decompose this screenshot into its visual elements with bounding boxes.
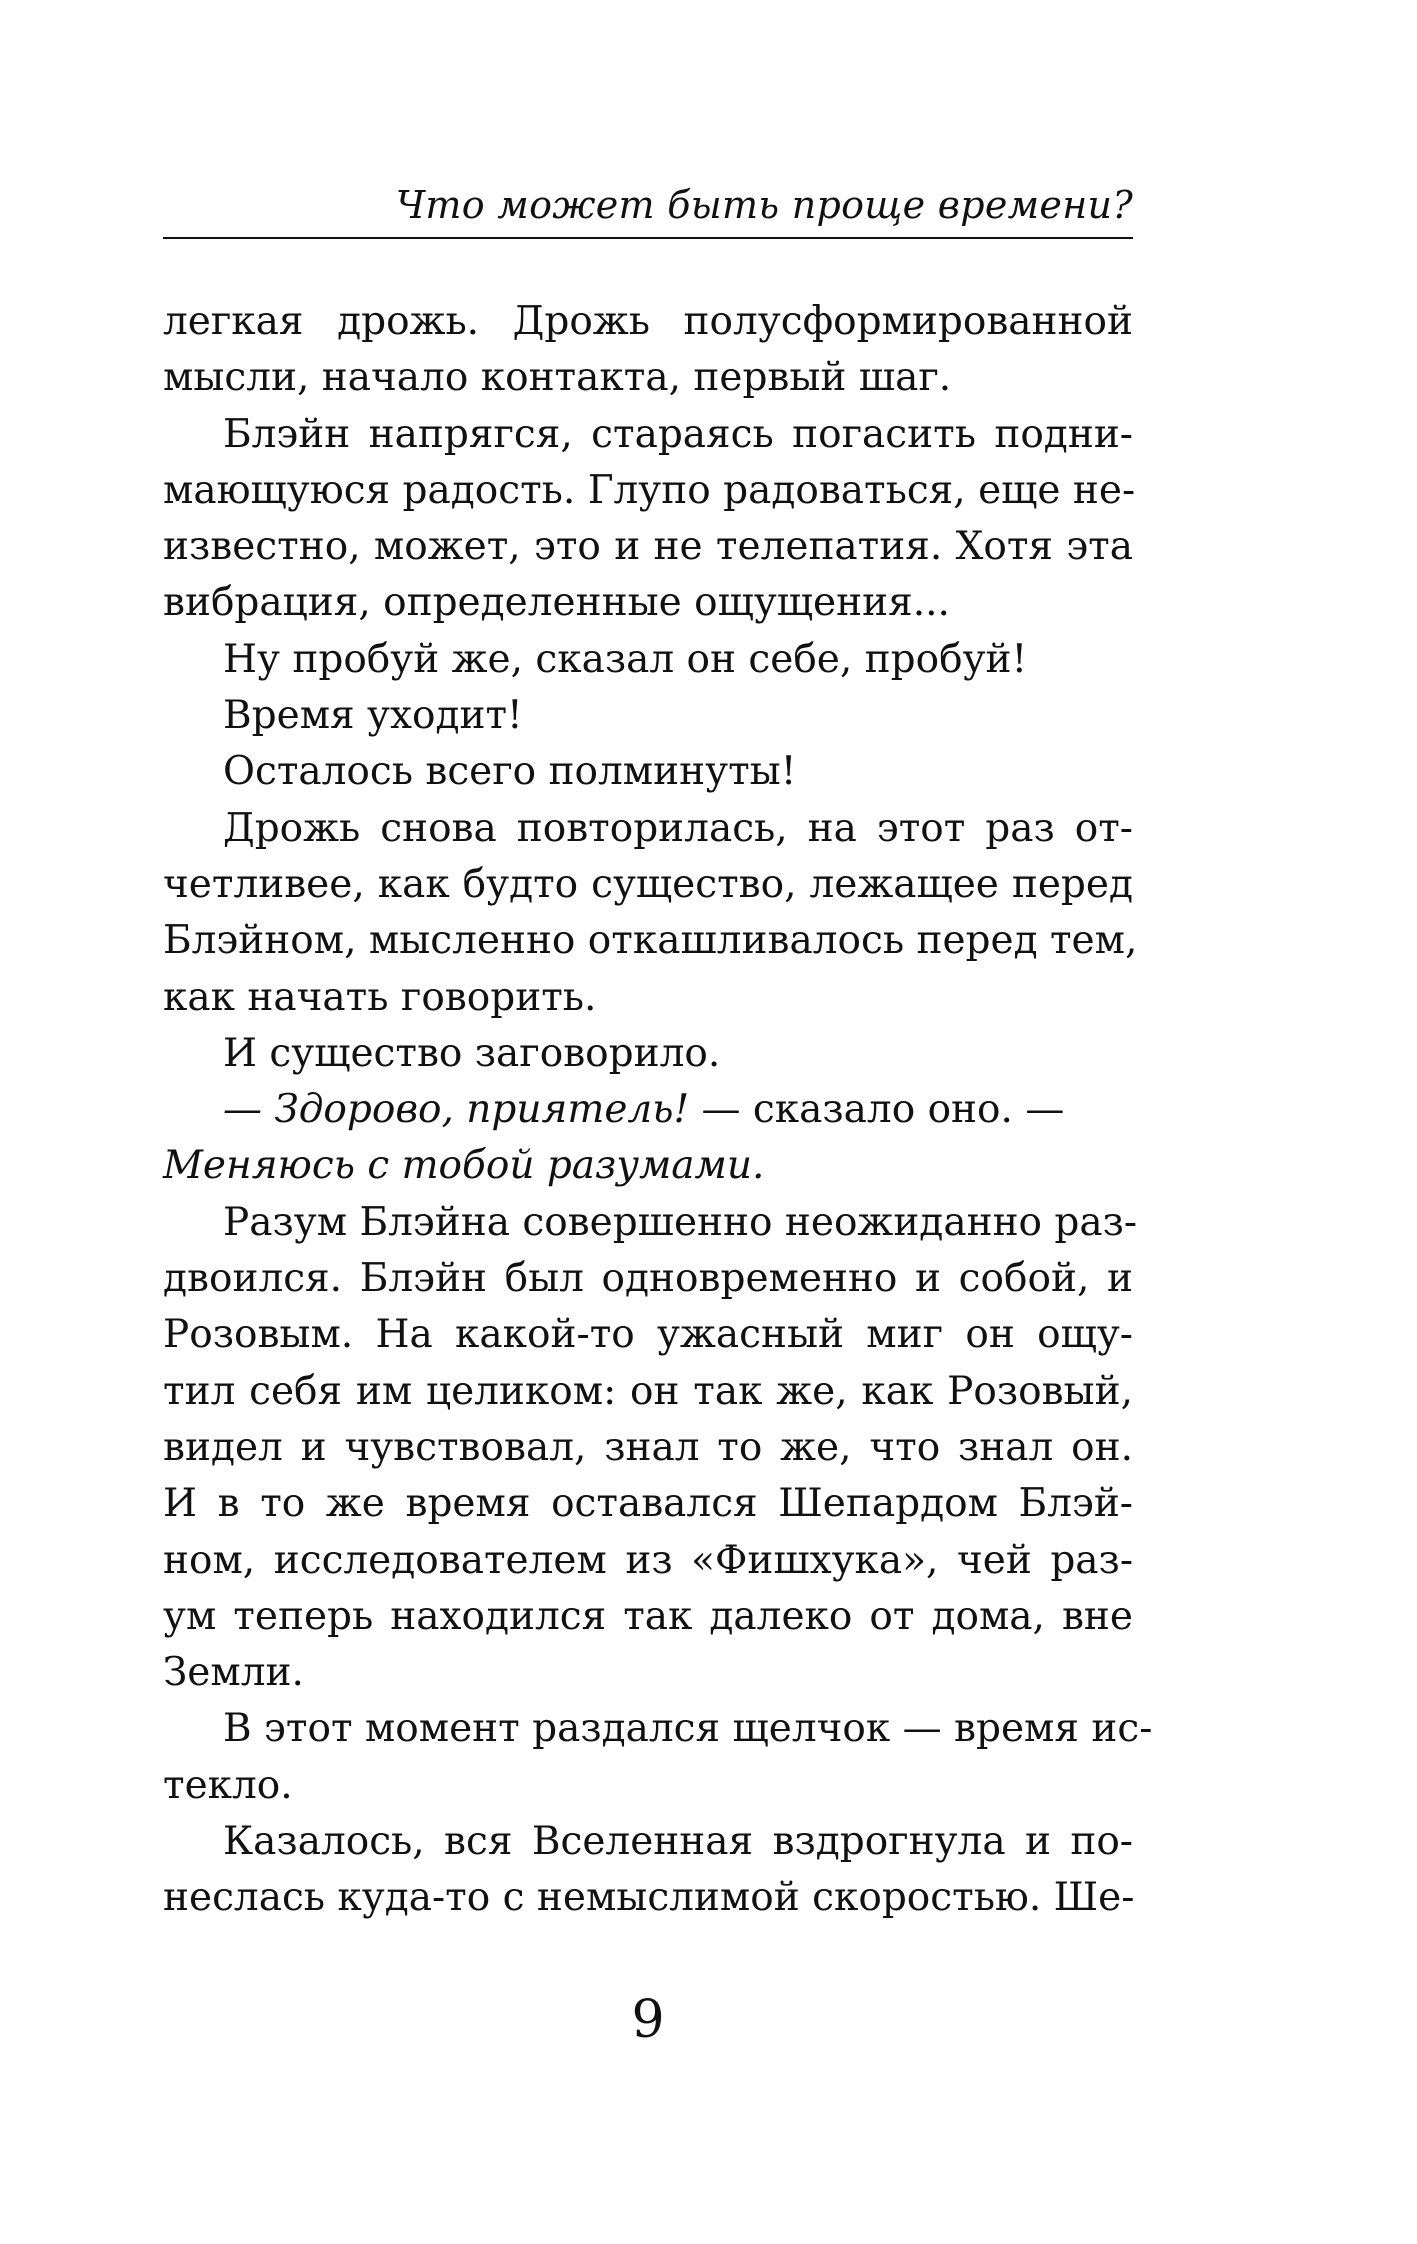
- text-line: Ну пробуй же, сказал он себе, пробуй!: [223, 636, 1028, 682]
- text-line: И существо заговорило.: [223, 1030, 721, 1076]
- page-number: 9: [631, 1990, 665, 2050]
- text-line: Блэйном, мысленно откашливалось перед тем,: [163, 918, 1138, 964]
- text-line: Меняюсь с тобой разумами.: [163, 1143, 765, 1189]
- text-line: мысли, начало контакта, первый шаг.: [163, 355, 952, 401]
- text-line: Блэйн напрягся, стараясь погасить подни-: [223, 411, 1133, 457]
- text-line: двоился. Блэйн был одновременно и собой, и: [163, 1256, 1133, 1302]
- text-line: Земли.: [163, 1650, 304, 1696]
- text-line: четливее, как будто существо, лежащее перед: [163, 861, 1133, 907]
- text-line: Казалось, вся Вселенная вздрогнула и по-: [223, 1819, 1133, 1865]
- text-line: ум теперь находился так далеко от дома, вне: [163, 1593, 1133, 1639]
- text-line: Осталось всего полминуты!: [223, 749, 797, 795]
- text-line: тил себя им целиком: он так же, как Розовый,: [163, 1368, 1133, 1414]
- body-text: [163, 294, 1153, 1927]
- text-line: мающуюся радость. Глупо радоваться, еще не-: [163, 467, 1136, 513]
- text-line: Дрожь снова повторилась, на этот раз от-: [223, 805, 1133, 851]
- text-line: неслась куда-то с немыслимой скоростью. Ше-: [163, 1875, 1135, 1921]
- header-rule: [163, 237, 1133, 239]
- dialogue-attribution: — сказало оно. —: [689, 1087, 1065, 1133]
- dialogue-italic: — Здорово, приятель!: [223, 1087, 690, 1133]
- text-line: И в то же время оставался Шепардом Блэй-: [163, 1481, 1133, 1527]
- text-line: Розовым. На какой-то ужасный миг он ощу-: [163, 1312, 1133, 1358]
- running-head: Что может быть проще времени?: [395, 183, 1133, 227]
- text-line: известно, может, это и не телепатия. Хотя эта: [163, 524, 1133, 570]
- text-line-dialogue: [163, 1082, 1133, 1138]
- text-line: легкая дрожь. Дрожь полусформированной: [163, 299, 1133, 344]
- text-line: В этот момент раздался щелчок — время ис-: [223, 1706, 1153, 1752]
- text-line: ном, исследователем из «Фишхука», чей раз-: [163, 1537, 1133, 1583]
- text-line: видел и чувствовал, знал то же, что знал он.: [163, 1424, 1133, 1470]
- text-line: текло.: [163, 1762, 293, 1808]
- text-line: как начать говорить.: [163, 974, 597, 1020]
- text-line: Разум Блэйна совершенно неожиданно раз-: [223, 1199, 1138, 1245]
- text-line: Время уходит!: [223, 693, 523, 739]
- text-line: вибрация, определенные ощущения...: [163, 580, 950, 626]
